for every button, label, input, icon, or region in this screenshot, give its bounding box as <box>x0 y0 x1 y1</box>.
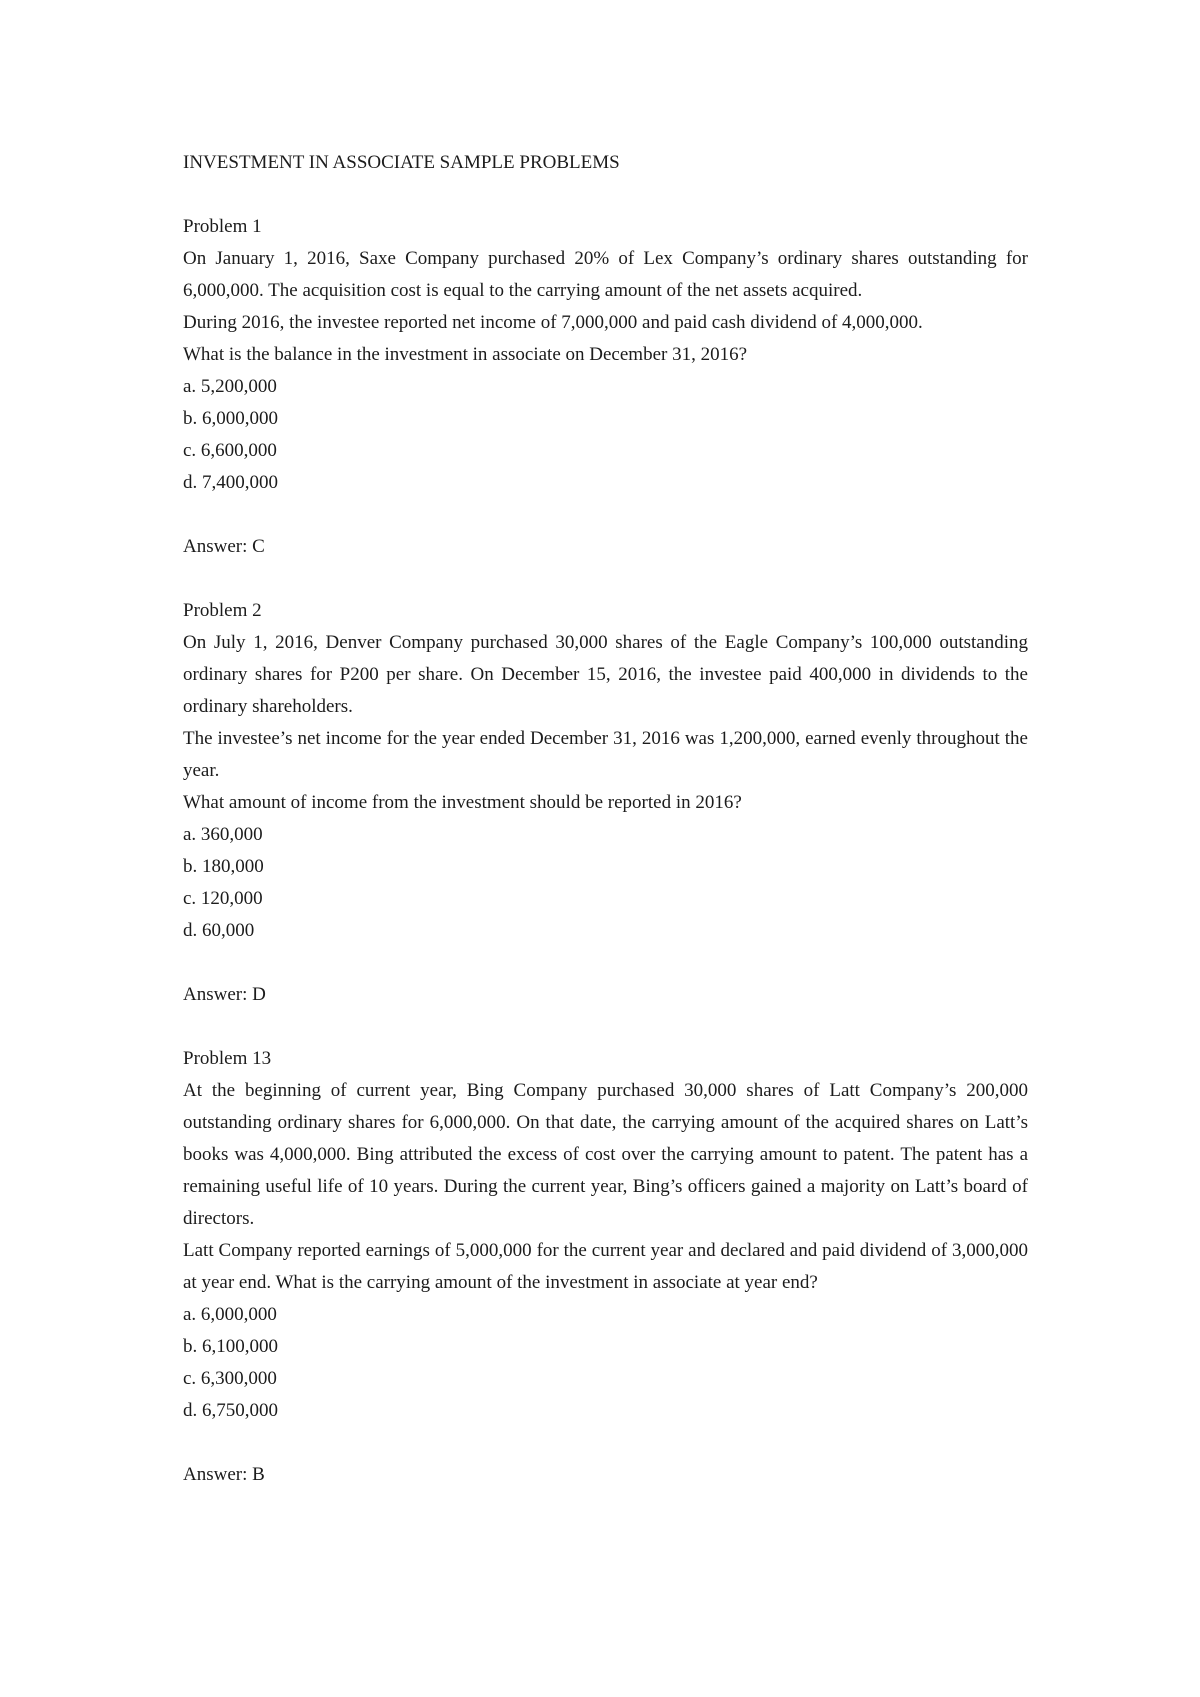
choice-a: a. 360,000 <box>183 824 263 845</box>
problem-13 <box>183 1043 1028 1491</box>
problem-heading: Problem 2 <box>183 600 262 621</box>
spacer <box>183 947 1028 979</box>
choice-c: c. 6,300,000 <box>183 1368 277 1389</box>
choice-a: a. 6,000,000 <box>183 1304 277 1325</box>
problem-paragraph: At the beginning of current year, Bing Company purchased 30,000 shares of Latt Company’s 200,000 outstanding ordinary shares for 6,000,000. On that date, the carrying amount of the acquired shares on Latt’s books was 4,000,000. Bing attributed the excess of cost over the carrying amount to patent. The patent has a remaining useful life of 10 years. During the current year, Bing’s officers gained a majority on Latt’s board of directors. <box>183 1080 1028 1229</box>
spacer <box>183 1011 1028 1043</box>
problem-paragraph: On July 1, 2016, Denver Company purchased 30,000 shares of the Eagle Company’s 100,000 outstanding ordinary shares for P200 per share. On December 15, 2016, the investee paid 400,000 in dividends to the ordinary shareholders. <box>183 632 1028 717</box>
choice-d: d. 60,000 <box>183 920 255 941</box>
problem-question: Latt Company reported earnings of 5,000,000 for the current year and declared and paid dividend of 3,000,000 at year end. What is the carrying amount of the investment in associate at year end? <box>183 1240 1028 1293</box>
spacer <box>183 179 1028 211</box>
choice-c: c. 6,600,000 <box>183 440 277 461</box>
document-page <box>183 147 1028 1491</box>
answer: Answer: C <box>183 536 265 557</box>
problem-paragraph: During 2016, the investee reported net income of 7,000,000 and paid cash dividend of 4,000,000. <box>183 312 923 333</box>
spacer <box>183 499 1028 531</box>
problem-paragraph: On January 1, 2016, Saxe Company purchased 20% of Lex Company’s ordinary shares outstanding for 6,000,000. The acquisition cost is equal to the carrying amount of the net assets acquired. <box>183 248 1028 301</box>
problem-question: What is the balance in the investment in associate on December 31, 2016? <box>183 344 748 365</box>
problem-paragraph: The investee’s net income for the year ended December 31, 2016 was 1,200,000, earned evenly throughout the year. <box>183 728 1028 781</box>
choice-a: a. 5,200,000 <box>183 376 277 397</box>
problem-1 <box>183 211 1028 563</box>
choice-b: b. 6,100,000 <box>183 1336 278 1357</box>
choice-d: d. 6,750,000 <box>183 1400 278 1421</box>
problem-question: What amount of income from the investment should be reported in 2016? <box>183 792 742 813</box>
document-title: INVESTMENT IN ASSOCIATE SAMPLE PROBLEMS <box>183 152 620 173</box>
problem-heading: Problem 13 <box>183 1048 272 1069</box>
choice-b: b. 180,000 <box>183 856 264 877</box>
answer: Answer: D <box>183 984 266 1005</box>
spacer <box>183 563 1028 595</box>
answer: Answer: B <box>183 1464 265 1485</box>
choice-c: c. 120,000 <box>183 888 263 909</box>
problem-2 <box>183 595 1028 1011</box>
choice-d: d. 7,400,000 <box>183 472 278 493</box>
problem-heading: Problem 1 <box>183 216 262 237</box>
choice-b: b. 6,000,000 <box>183 408 278 429</box>
spacer <box>183 1427 1028 1459</box>
